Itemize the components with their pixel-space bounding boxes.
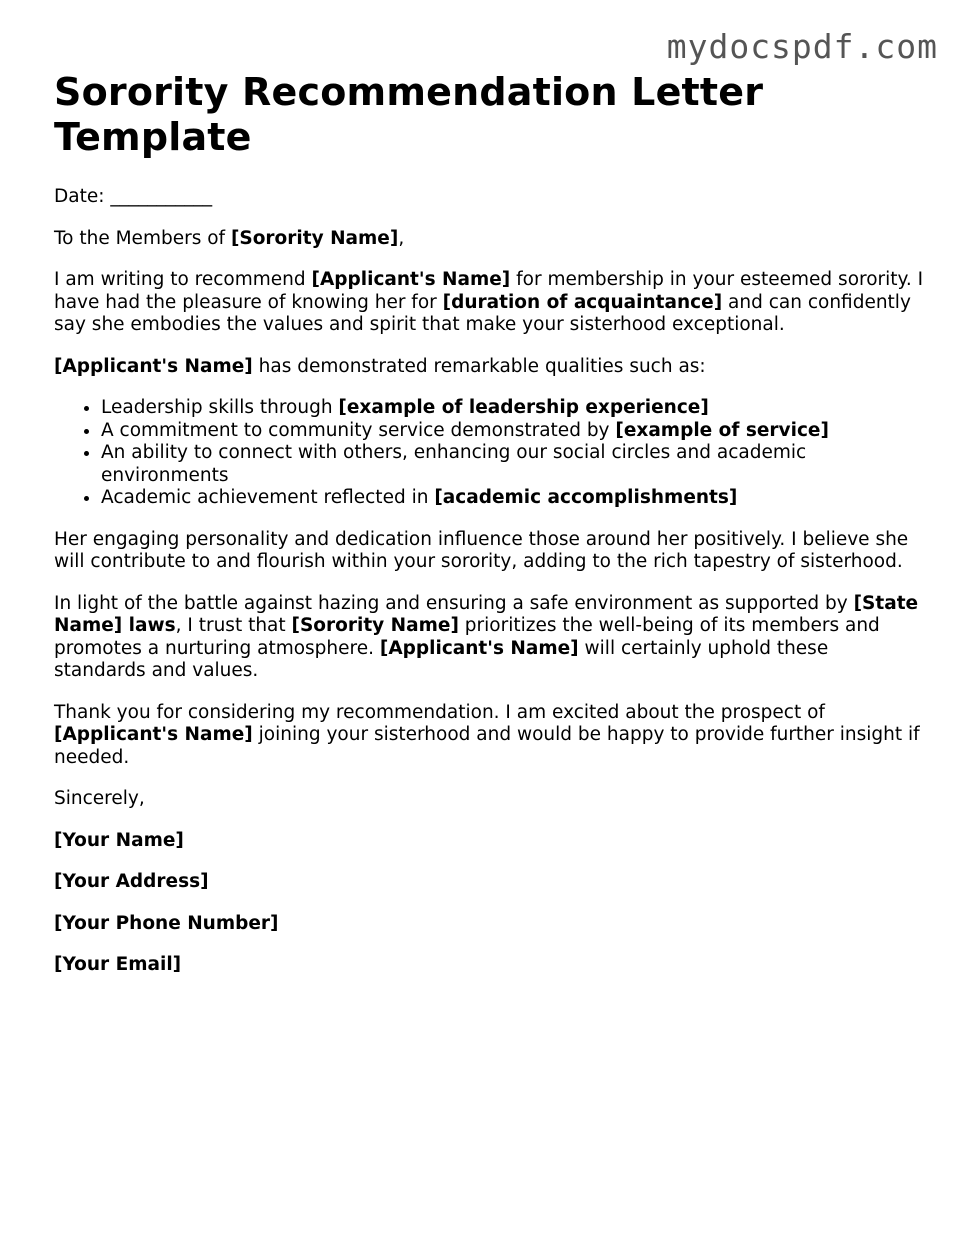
qualities-list	[54, 397, 924, 510]
signature-phone	[54, 913, 924, 936]
salutation-prefix: To the Members of	[54, 227, 231, 249]
sorority-name-placeholder: [Sorority Name]	[230, 227, 399, 249]
date-line	[54, 186, 924, 209]
applicant-name-placeholder: [Applicant's Name]	[379, 637, 579, 659]
hazing-paragraph	[54, 593, 924, 683]
list-item-text: An ability to connect with others, enhancing our social circles and academic environments	[101, 442, 807, 486]
hazing-text-4: will certainly uphold these standards and values.	[54, 637, 829, 681]
salutation	[54, 228, 924, 251]
intro-paragraph	[54, 269, 924, 337]
duration-placeholder: [duration of acquaintance]	[442, 291, 723, 313]
list-item-placeholder: [example of leadership experience]	[338, 397, 709, 418]
state-laws-placeholder: [State Name] laws	[54, 592, 919, 636]
your-name-placeholder: [Your Name]	[54, 829, 184, 851]
thanks-text-2: joining your sisterhood and would be happy to provide further insight if needed.	[54, 724, 920, 768]
applicant-name-placeholder: [Applicant's Name]	[54, 724, 253, 745]
sorority-name-placeholder: [Sorority Name]	[291, 615, 459, 636]
list-item	[101, 397, 924, 420]
date-blank: ___________	[110, 186, 213, 207]
list-item-text: Academic achievement reflected in	[101, 487, 435, 508]
list-item-placeholder: [example of service]	[615, 419, 829, 441]
applicant-name-placeholder: [Applicant's Name]	[311, 269, 511, 290]
list-item-text: A commitment to community service demonstrated by	[101, 419, 616, 441]
thanks-text-1: Thank you for considering my recommendation. I am excited about the prospect of	[54, 701, 825, 723]
list-item	[101, 420, 924, 443]
hazing-text-3: prioritizes the well-being of its members and promotes a nurturing atmosphere.	[54, 615, 880, 659]
intro-text-2: for membership in your esteemed sorority. I have had the pleasure of knowing her for	[54, 269, 924, 313]
date-label: Date:	[54, 186, 111, 207]
signature-name	[54, 830, 924, 853]
thanks-paragraph	[54, 702, 924, 770]
salutation-suffix: ,	[398, 227, 405, 249]
letter-page	[54, 70, 924, 996]
applicant-name-placeholder: [Applicant's Name]	[54, 355, 253, 377]
intro-text-1: I am writing to recommend	[54, 269, 312, 290]
closing: Sincerely,	[54, 788, 145, 809]
your-email-placeholder: [Your Email]	[54, 954, 182, 975]
page-title: Sorority Recommendation Letter Template	[54, 70, 764, 159]
watermark: mydocspdf.com	[666, 27, 938, 66]
list-item	[101, 442, 924, 487]
list-item-placeholder: [academic accomplishments]	[434, 487, 738, 508]
hazing-text-2: , I trust that	[175, 615, 292, 636]
personality-paragraph: Her engaging personality and dedication influence those around her positively. I believe she will contribute to and flourish within your sorority, adding to the rich tapestry of sisterhood.	[54, 528, 909, 572]
qualities-intro	[54, 356, 924, 379]
signature-email	[54, 954, 924, 977]
your-address-placeholder: [Your Address]	[54, 871, 209, 892]
list-item	[101, 487, 924, 510]
your-phone-placeholder: [Your Phone Number]	[54, 912, 279, 934]
signature-address	[54, 871, 924, 894]
hazing-text-1: In light of the battle against hazing and ensuring a safe environment as supported by	[54, 592, 854, 614]
list-item-text: Leadership skills through	[101, 397, 339, 418]
intro-text-3: and can confidently say she embodies the values and spirit that make your sisterhood exceptional.	[54, 291, 911, 335]
qualities-intro-text: has demonstrated remarkable qualities such as:	[252, 355, 706, 377]
